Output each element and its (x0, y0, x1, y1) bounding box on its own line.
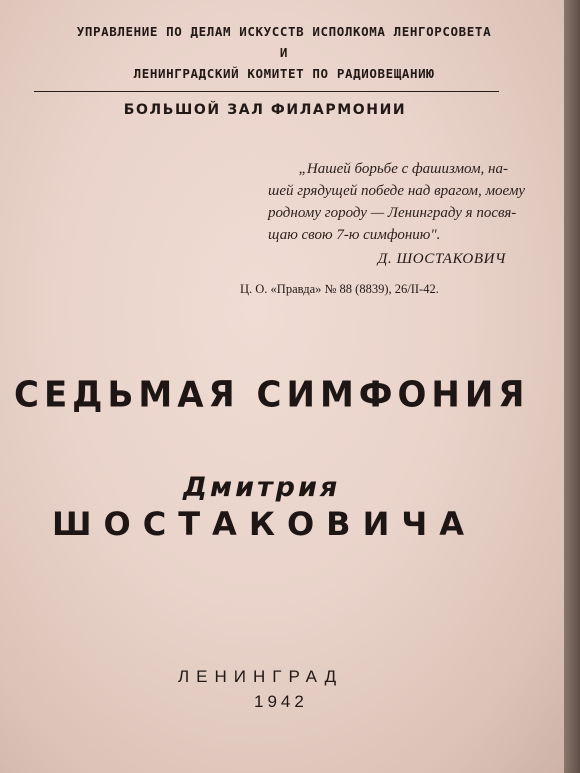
header-divider (34, 91, 499, 92)
epigraph-quote (268, 158, 526, 246)
composer-surname: ШОСТАКОВИЧА (52, 505, 476, 543)
main-title: СЕДЬМАЯ СИМФОНИЯ (14, 374, 530, 416)
imprint-city: ЛЕНИНГРАД (178, 667, 344, 686)
header-org-line-2: ЛЕНИНГРАДСКИЙ КОМИТЕТ ПО РАДИОВЕЩАНИЮ (133, 66, 435, 81)
header-org-line-1: УПРАВЛЕНИЕ ПО ДЕЛАМ ИСКУССТВ ИСПОЛКОМА ЛЕНГОРСОВЕТА (76, 24, 492, 39)
epigraph-line-4: щаю свою 7-ю симфонию". (268, 227, 441, 243)
venue-title: БОЛЬШОЙ ЗАЛ ФИЛАРМОНИИ (123, 102, 407, 118)
composer-first-name: Дмитрия (183, 472, 341, 503)
epigraph-line-3: родному городу — Ленинграду я посвя- (268, 205, 517, 221)
header-conjunction: И (279, 45, 289, 60)
epigraph-source: Ц. О. «Правда» № 88 (8839), 26/II-42. (240, 282, 439, 296)
epigraph-author: Д. ШОСТАКОВИЧ (377, 251, 506, 267)
imprint-year: 1942 (254, 692, 308, 711)
background-edge (564, 0, 580, 773)
epigraph-line-1: „Нашей борьбе с фашизмом, на- (298, 161, 508, 177)
epigraph-line-2: шей грядущей победе над врагом, моему (268, 183, 526, 199)
